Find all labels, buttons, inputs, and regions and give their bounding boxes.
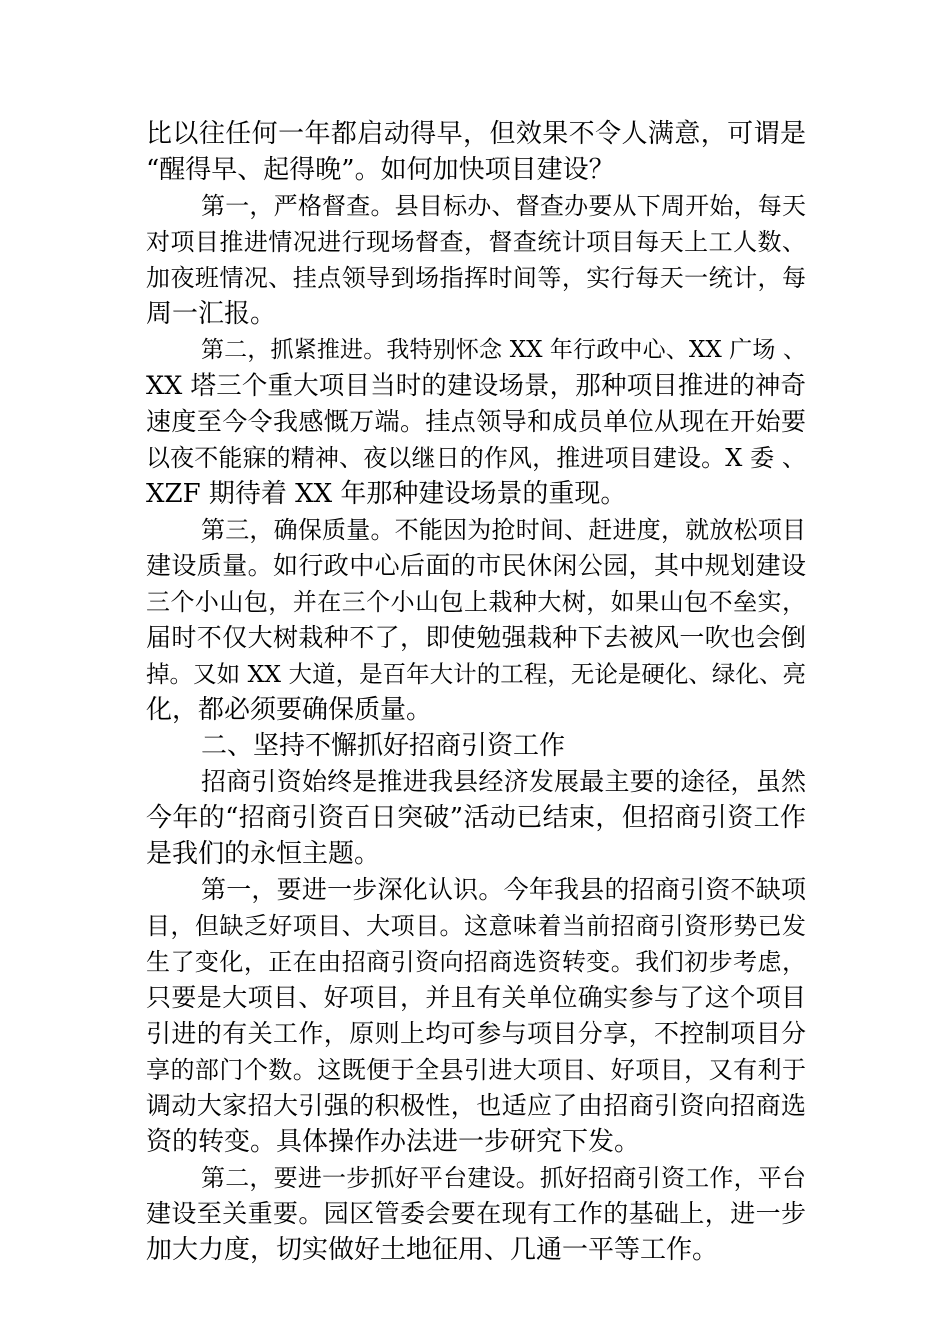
text-line: 享的部门个数。这既便于全县引进大项目、好项目，又有利于 [146,1056,806,1084]
text-line: 以夜不能寐的精神、夜以继日的作风，推进项目建设。X 委 、 [146,444,806,472]
text-line: 掉。又如 XX 大道，是百年大计的工程，无论是硬化、绿化、亮 [146,660,806,688]
text-line: 届时不仅大树栽种不了，即使勉强栽种下去被风一吹也会倒 [146,623,806,652]
text-line: 第二，抓紧推进。我特别怀念 XX 年行政中心、XX 广场 、 [201,337,806,363]
text-line: 化，都必须要确保质量。 [146,695,433,725]
text-line: 建设质量。如行政中心后面的市民休闲公园，其中规划建设 [146,551,806,580]
text-line: 周一汇报。 [146,299,277,329]
text-line: 比以往任何一年都启动得早，但效果不令人满意，可谓是 [146,119,806,149]
text-line: 只要是大项目、好项目，并且有关单位确实参与了这个项目 [146,983,806,1012]
text-line: XX 塔三个重大项目当时的建设场景，那种项目推进的神奇 [146,371,806,401]
text-line: 第一，要进一步深化认识。今年我县的招商引资不缺项 [201,875,806,904]
text-line: “醒得早、起得晚”。如何加快项目建设？ [146,155,615,185]
text-line: 加大力度，切实做好土地征用、几通一平等工作。 [146,1235,719,1265]
text-line: 资的转变。具体操作办法进一步研究下发。 [146,1127,641,1157]
text-line: 速度至今令我感慨万端。挂点领导和成员单位从现在开始要 [146,407,806,436]
text-line: 调动大家招大引强的积极性，也适应了由招商引资向招商选 [146,1091,806,1120]
section-heading: 二、坚持不懈抓好招商引资工作 [201,731,566,761]
text-line: XZF 期待着 XX 年那种建设场景的重现。 [146,479,627,509]
text-line: 对项目推进情况进行现场督查，督查统计项目每天上工人数、 [146,228,806,256]
text-line: 是我们的永恒主题。 [146,839,381,869]
text-line: 建设至关重要。园区管委会要在现有工作的基础上，进一步 [146,1199,806,1228]
text-line: 今年的“招商引资百日突破”活动已结束，但招商引资工作 [146,803,806,833]
text-line: 三个小山包，并在三个小山包上栽种大树，如果山包不垒实， [146,588,806,616]
text-line: 引进的有关工作，原则上均可参与项目分享，不控制项目分 [146,1019,806,1048]
text-line: 加夜班情况、挂点领导到场指挥时间等，实行每天一统计，每 [146,264,806,292]
text-line: 第二，要进一步抓好平台建设。抓好招商引资工作，平台 [201,1164,806,1192]
text-line: 第三，确保质量。不能因为抢时间、赶进度，就放松项目 [201,516,806,544]
text-line: 目，但缺乏好项目、大项目。这意味着当前招商引资形势已发 [146,912,806,940]
text-line: 第一，严格督查。县目标办、督查办要从下周开始，每天 [201,192,806,220]
text-line: 招商引资始终是推进我县经济发展最主要的途径，虽然 [201,767,806,796]
text-line: 生了变化，正在由招商引资向招商选资转变。我们初步考虑， [146,948,806,976]
